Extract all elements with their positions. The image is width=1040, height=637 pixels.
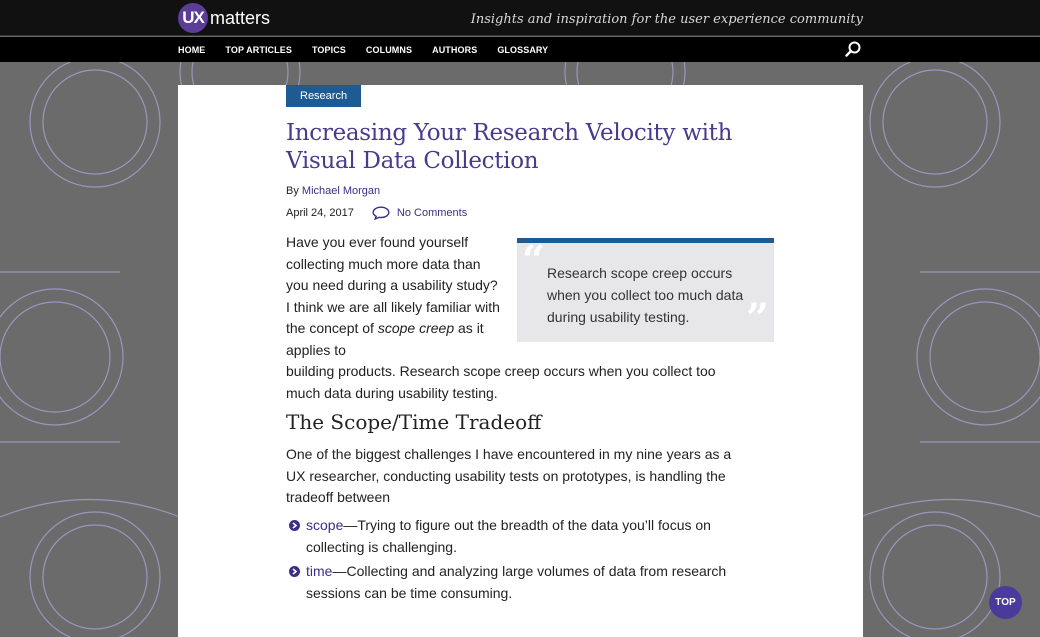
- logo-wordmark: matters: [210, 7, 271, 28]
- bullet-list: [286, 515, 746, 607]
- intro-paragraph-continued: building products. Research scope creep occurs when you collect too much data during usability testing.: [286, 363, 716, 401]
- bullet-text: —Collecting and analyzing large volumes of data from research sessions can be time consuming.: [306, 563, 727, 601]
- intro-paragraph: [286, 232, 501, 361]
- article-card: [178, 85, 863, 637]
- bullet-text: —Trying to figure out the breadth of the data you’ll focus on collecting is challenging.: [306, 517, 711, 555]
- intro-text-a: Have you ever found yourself collecting much more data than you need during a usability study? I think we are all likely familiar with the concept of: [286, 234, 500, 336]
- nav-item-top-articles[interactable]: TOP ARTICLES: [225, 44, 292, 55]
- open-quote-icon: “: [522, 237, 546, 284]
- site-logo[interactable]: [178, 4, 270, 32]
- nav-item-columns[interactable]: COLUMNS: [365, 44, 413, 55]
- author-link[interactable]: Michael Morgan: [301, 185, 381, 197]
- circle-arrow-icon: [289, 566, 300, 577]
- byline-prefix: By: [286, 185, 299, 197]
- section-paragraph: One of the biggest challenges I have encountered in my nine years as a UX researcher, conducting usability tests on prototypes, is handling the tradeoff between: [286, 446, 732, 505]
- circle-arrow-icon: [289, 520, 300, 531]
- nav-list: [178, 37, 568, 62]
- article-title: Increasing Your Research Velocity with Visual Data Collection: [286, 120, 733, 174]
- main-nav: [0, 37, 1040, 62]
- search-icon[interactable]: [845, 41, 861, 57]
- section-heading: The Scope/Time Tradeoff: [286, 410, 542, 434]
- comment-bubble-icon: [372, 206, 390, 220]
- back-to-top-button[interactable]: TOP: [989, 586, 1022, 619]
- intro-text-b: as it applies to: [286, 320, 484, 358]
- byline: [286, 185, 380, 197]
- comments-link[interactable]: [372, 206, 467, 220]
- site-tagline: Insights and inspiration for the user experience community: [470, 12, 863, 27]
- list-item: [286, 561, 746, 604]
- nav-item-glossary[interactable]: GLOSSARY: [497, 44, 549, 55]
- nav-item-topics[interactable]: TOPICS: [311, 44, 346, 55]
- dateline: [286, 206, 467, 220]
- close-quote-icon: ”: [745, 295, 769, 342]
- nav-item-authors[interactable]: AUTHORS: [432, 44, 478, 55]
- bullet-term: scope: [306, 517, 344, 533]
- pull-quote: [517, 238, 774, 342]
- comments-count: No Comments: [396, 207, 468, 219]
- site-header: [0, 0, 1040, 36]
- bullet-term: time: [306, 563, 333, 579]
- logo-badge: UX: [178, 3, 208, 33]
- pull-quote-text: Research scope creep occurs when you collect too much data during usability testing.: [547, 265, 744, 325]
- publish-date: April 24, 2017: [286, 207, 354, 219]
- list-item: [286, 515, 746, 558]
- category-tag[interactable]: Research: [286, 85, 361, 107]
- intro-emphasis: scope creep: [377, 320, 455, 336]
- nav-item-home[interactable]: HOME: [178, 44, 206, 55]
